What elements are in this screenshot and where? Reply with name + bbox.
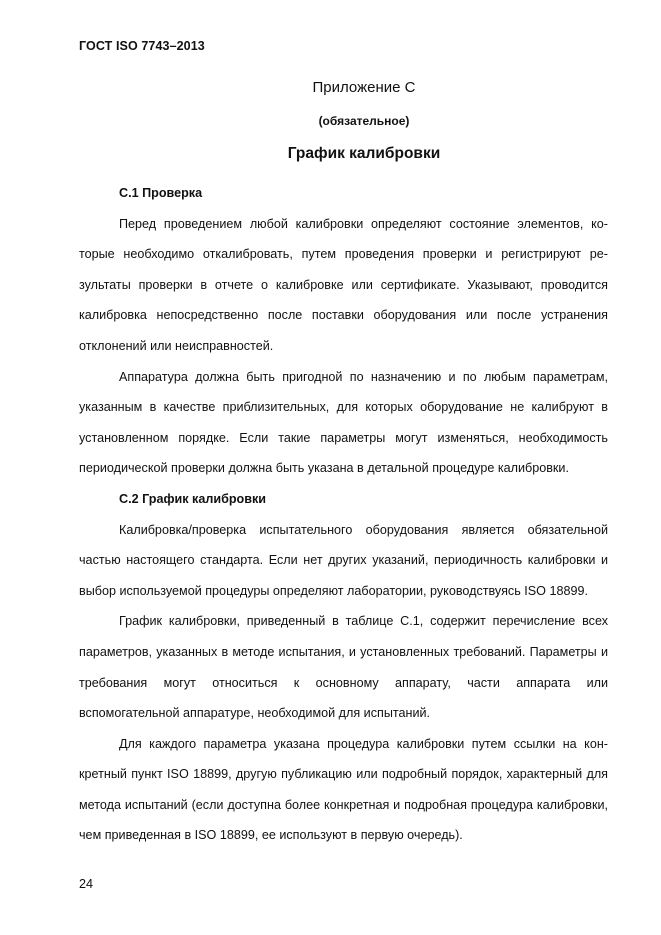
appendix-title: Приложение С [312, 79, 416, 96]
paragraph: Перед проведением любой калибровки определяют состояние элементов, которые необходимо откалибровать, путем проведения проверки и регистрируют результаты проверки в отчете о калибровке или сертификате. Указывают, проводится калибровка непосредственно после поставки оборудования или после устранения отклонений или неисправностей. [79, 216, 608, 353]
appendix-status: (обязательное) [318, 114, 410, 128]
document-body [79, 178, 608, 851]
page-number: 24 [79, 877, 94, 891]
paragraph: Калибровка/проверка испытательного оборудования является обязательной частью настоящего стандарта. Если нет других указаний, периодичность калибровки и выбор используемой процедуры определяют лаборатории, руководствуясь ISO 18899. [79, 522, 608, 598]
paragraph: Аппаратура должна быть пригодной по назначению и по любым параметрам, указанным в качестве приблизительных, для которых оборудование не калибруют в установленном порядке. Если такие параметры могут изменяться, необходимость периодической проверки должна быть указана в детальной процедуре калибровки. [79, 369, 608, 476]
paragraph: Для каждого параметра указана процедура калибровки путем ссылки на конкретный пункт ISO 18899, другую публикацию или подробный порядок, характерный для метода испытаний (если доступна более конкретная и подробная процедура калибровки, чем приведенная в ISO 18899, ее используют в первую очередь). [79, 736, 608, 843]
paragraph: График калибровки, приведенный в таблице С.1, содержит перечисление всех параметров, указанных в методе испытания, и установленных требований. Параметры и требования могут относиться к основному аппарату, части аппарата или вспомогательной аппаратуре, необходимой для испытаний. [79, 614, 608, 721]
appendix-heading: График калибровки [287, 145, 441, 162]
section-heading: С.2 График калибровки [119, 491, 267, 506]
section-heading: С.1 Проверка [119, 186, 203, 200]
standard-code: ГОСТ ISO 7743–2013 [79, 39, 205, 53]
